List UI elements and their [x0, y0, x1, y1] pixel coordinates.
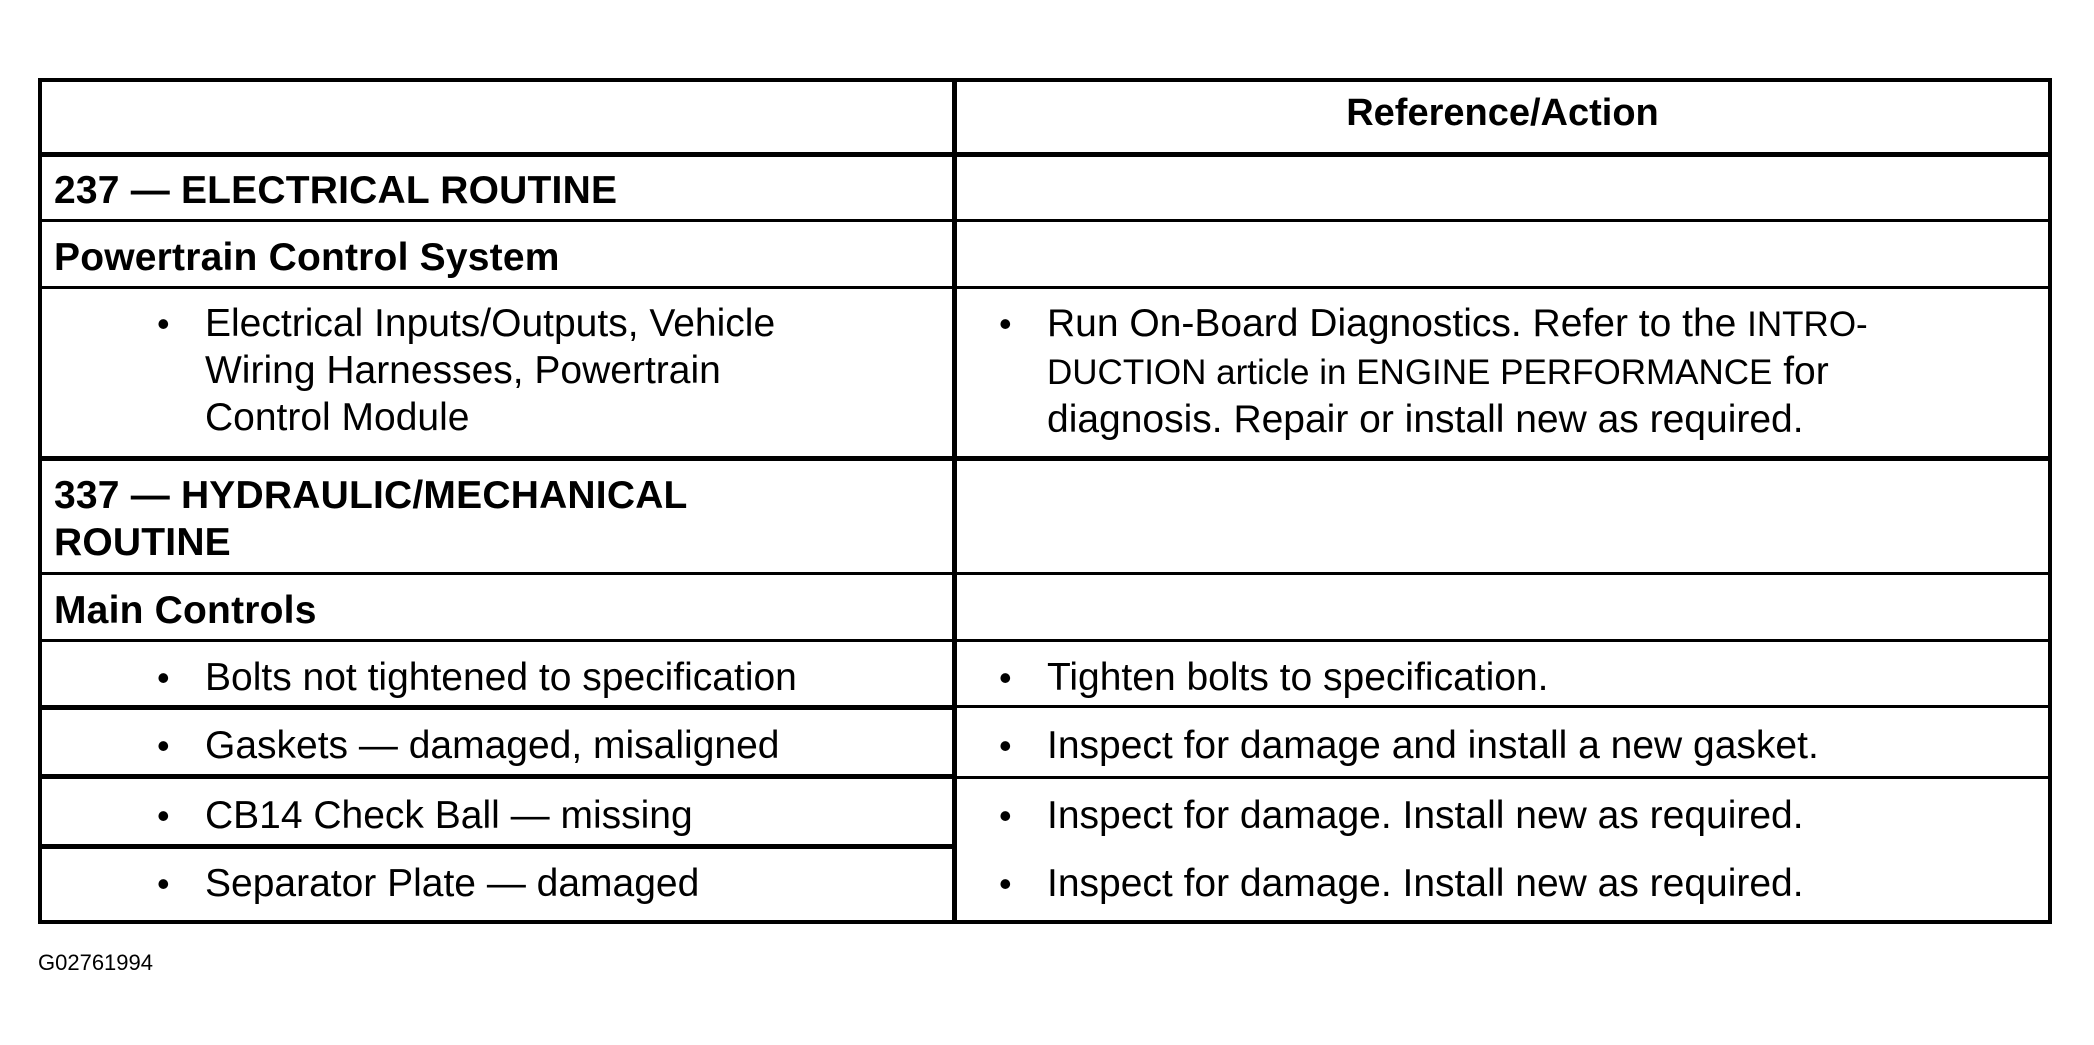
row-rule	[42, 286, 2048, 289]
diagnosis-table	[38, 78, 2052, 924]
cause-text: CB14 Check Ball — missing	[205, 794, 693, 837]
action-line: Run On-Board Diagnostics. Refer to the	[1047, 302, 1748, 345]
list-item	[999, 860, 2039, 907]
list-item	[999, 654, 2039, 701]
row-rule	[42, 219, 2048, 222]
list-item	[999, 792, 2039, 839]
row-rule	[42, 639, 2048, 642]
row-rule	[42, 572, 2048, 575]
action-text: Inspect for damage. Install new as required.	[1047, 862, 1804, 905]
list-item	[157, 722, 947, 769]
list-item	[157, 860, 947, 907]
list-item	[157, 300, 947, 441]
bullet: •	[999, 657, 1012, 698]
column-divider	[952, 82, 957, 920]
action-text	[1047, 300, 1868, 443]
figure-id: G02761994	[38, 950, 153, 975]
bullet: •	[157, 863, 170, 904]
row-rule	[42, 456, 2048, 461]
cause-text: Bolts not tightened to specification	[205, 656, 797, 699]
action-line: diagnosis. Repair or install new as required.	[1047, 398, 1804, 441]
bullet: •	[157, 725, 170, 766]
action-line: for	[1772, 350, 1829, 393]
header-reference-action: Reference/Action	[1346, 92, 1659, 134]
section-title-337	[54, 472, 688, 566]
list-item	[999, 722, 2039, 769]
row-rule	[954, 705, 2048, 708]
bullet: •	[999, 303, 1012, 344]
cause-text: Gaskets — damaged, misaligned	[205, 724, 780, 767]
row-rule	[42, 774, 954, 779]
row-rule	[42, 844, 954, 849]
row-rule	[42, 705, 954, 710]
action-text: Inspect for damage and install a new gasket.	[1047, 724, 1819, 767]
action-text: Inspect for damage. Install new as required.	[1047, 794, 1804, 837]
list-item	[157, 792, 947, 839]
bullet: •	[157, 303, 170, 344]
group-title-main-controls: Main Controls	[54, 589, 317, 632]
cause-text: Separator Plate — damaged	[205, 862, 700, 905]
action-line-ref: DUCTION article in ENGINE PERFORMANCE	[1047, 353, 1773, 392]
list-item	[999, 300, 2039, 443]
section-title-line: 337 — HYDRAULIC/MECHANICAL	[54, 474, 688, 517]
bullet: •	[999, 795, 1012, 836]
section-title-line: ROUTINE	[54, 521, 231, 564]
action-text: Tighten bolts to specification.	[1047, 656, 1549, 699]
section-title-237: 237 — ELECTRICAL ROUTINE	[54, 169, 618, 212]
bullet: •	[999, 863, 1012, 904]
action-line-ref: INTRO-	[1747, 305, 1868, 344]
cause-text: Electrical Inputs/Outputs, Vehicle Wiring Harnesses, Powertrain Control Module	[205, 302, 776, 439]
bullet: •	[157, 657, 170, 698]
group-title-powertrain: Powertrain Control System	[54, 236, 560, 279]
header-rule	[42, 152, 2048, 157]
bullet: •	[999, 725, 1012, 766]
list-item	[157, 654, 947, 701]
bullet: •	[157, 795, 170, 836]
row-rule	[954, 776, 2048, 779]
